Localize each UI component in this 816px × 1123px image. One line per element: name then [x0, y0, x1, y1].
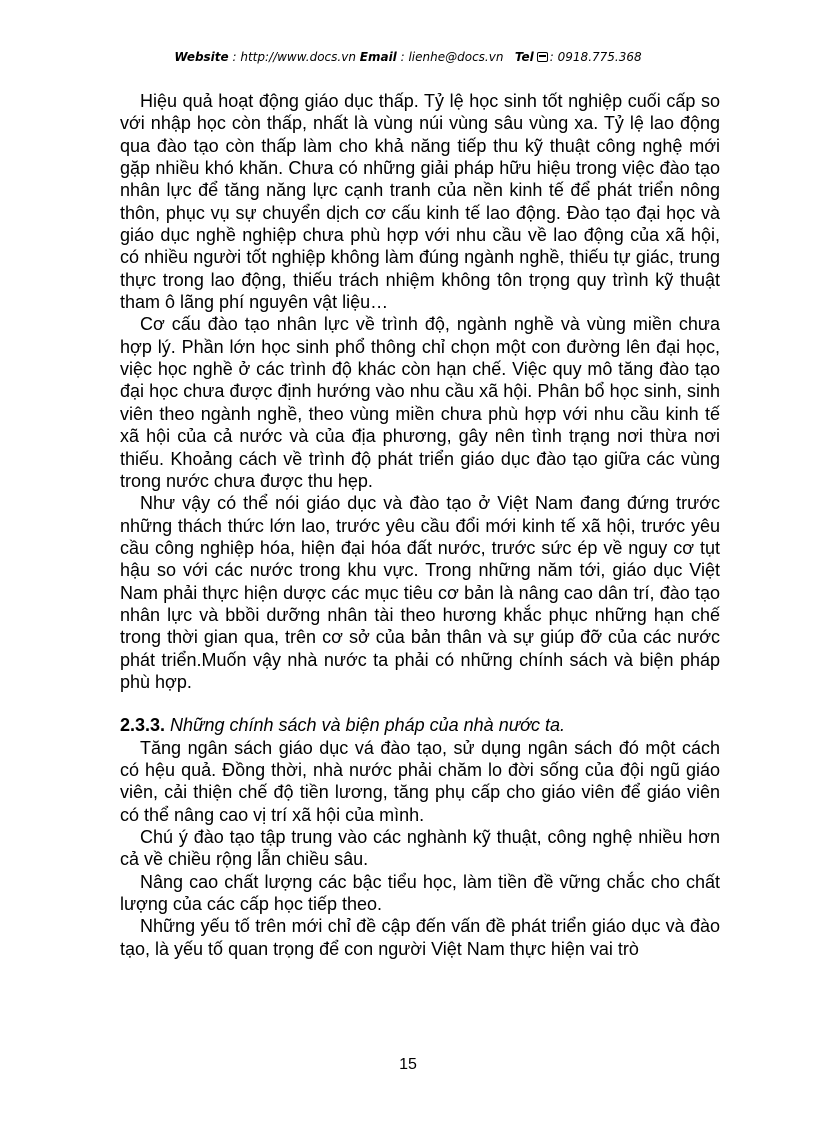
section-number: 2.3.3.	[120, 715, 166, 736]
document-body	[120, 90, 720, 960]
website-separator: :	[228, 50, 241, 64]
tel-label: Tel	[514, 50, 534, 64]
page-header	[0, 50, 816, 64]
email-label: Email	[359, 50, 397, 64]
paragraph: Những yếu tố trên mới chỉ đề cập đến vấn đề phát triển giáo dục và đào tạo, là yếu tố quan trọng để con người Việt Nam thực hiện vai trò	[120, 916, 720, 959]
website-label: Website	[174, 50, 229, 64]
paragraph: Tăng ngân sách giáo dục vá đào tạo, sử dụng ngân sách đó một cách có hệu quả. Đồng thời, nhà nước phải chăm lo đời sống của đội ngũ giáo viên, cải thiện chế độ tiền lương, tăng phụ cấp cho giáo viên để giáo viên có thể nâng cao vị trí xã hội của mình.	[120, 737, 720, 825]
email-address[interactable]: lienhe@docs.vn	[408, 50, 504, 64]
page-number: 15	[399, 1056, 417, 1073]
paragraph-gap	[120, 693, 720, 714]
website-url[interactable]: http://www.docs.vn	[240, 50, 356, 64]
email-separator: :	[396, 50, 409, 64]
paragraph: Nâng cao chất lượng các bậc tiểu học, làm tiền đề vững chắc cho chất lượng của các cấp học tiếp theo.	[120, 871, 720, 915]
section-heading	[120, 714, 720, 736]
tel-number: : 0918.775.368	[549, 50, 642, 64]
paragraph: Chú ý đào tạo tập trung vào các nghành kỹ thuật, công nghệ nhiều hơn cả về chiều rộng lẫn chiều sâu.	[120, 827, 720, 870]
phone-icon	[537, 52, 548, 62]
section-title: Những chính sách và biện pháp của nhà nước ta.	[165, 715, 566, 736]
paragraph: Như vậy có thể nói giáo dục và đào tạo ở Việt Nam đang đứng trước những thách thức lớn lao, trước yêu cầu đổi mới kinh tế xã hội, trước yêu cầu công nghiệp hóa, hiện đại hóa đất nước, trước sức ép về nguy cơ tụt hậu so với các nước trong khu vực. Trong những năm tới, giáo dục Việt Nam phải thực hiện dược các mục tiêu cơ bản là nâng cao dân trí, đào tạo nhân lực và bbồi dưỡng nhân tài theo hương khắc phục những hạn chế trong thời gian qua, trên cơ sở của bản thân và sự giúp đỡ của các nước phát triển.Muốn vậy nhà nước ta phải có những chính sách và biện pháp phù hợp.	[120, 493, 720, 692]
paragraph: Cơ cấu đào tạo nhân lực về trình độ, ngành nghề và vùng miền chưa hợp lý. Phần lớn học sinh phổ thông chỉ chọn một con đường lên đại học, việc học nghề ở các trình độ khác còn hạn chế. Việc quy mô tăng đào tạo đại học chưa được định hướng vào nhu cầu xã hội. Phân bổ học sinh, sinh viên theo ngành nghề, theo vùng miền chưa phù hợp với nhu cầu kinh tế xã hội của cả nước và của địa phương, gây nên tình trạng nơi thừa nơi thiếu. Khoảng cách về trình độ phát triển giáo dục đào tạo giữa các vùng trong nước chưa được thu hẹp.	[120, 314, 720, 491]
paragraph: Hiệu quả hoạt động giáo dục thấp. Tỷ lệ học sinh tốt nghiệp cuối cấp so với nhập học còn thấp, nhất là vùng núi vùng sâu vùng xa. Tỷ lệ lao động qua đào tạo còn thấp làm cho khả năng tiếp thu kỹ thuật công nghệ mới gặp nhiều khó khăn. Chưa có những giải pháp hữu hiệu trong việc đào tạo nhân lực để tăng năng lực cạnh tranh của nền kinh tế để phát triển nông thôn, phục vụ sự chuyển dịch cơ cấu kinh tế lao động. Đào tạo đại học và giáo dục nghề nghiệp chưa phù hợp với nhu cầu về lao động của xã hội, có nhiều người tốt nghiệp không làm đúng ngành nghề, thiếu tự giác, trung thực trong lao động, thiếu trách nhiệm không tôn trọng quy trình kỹ thuật tham ô lãng phí nguyên vật liệu…	[120, 91, 720, 313]
